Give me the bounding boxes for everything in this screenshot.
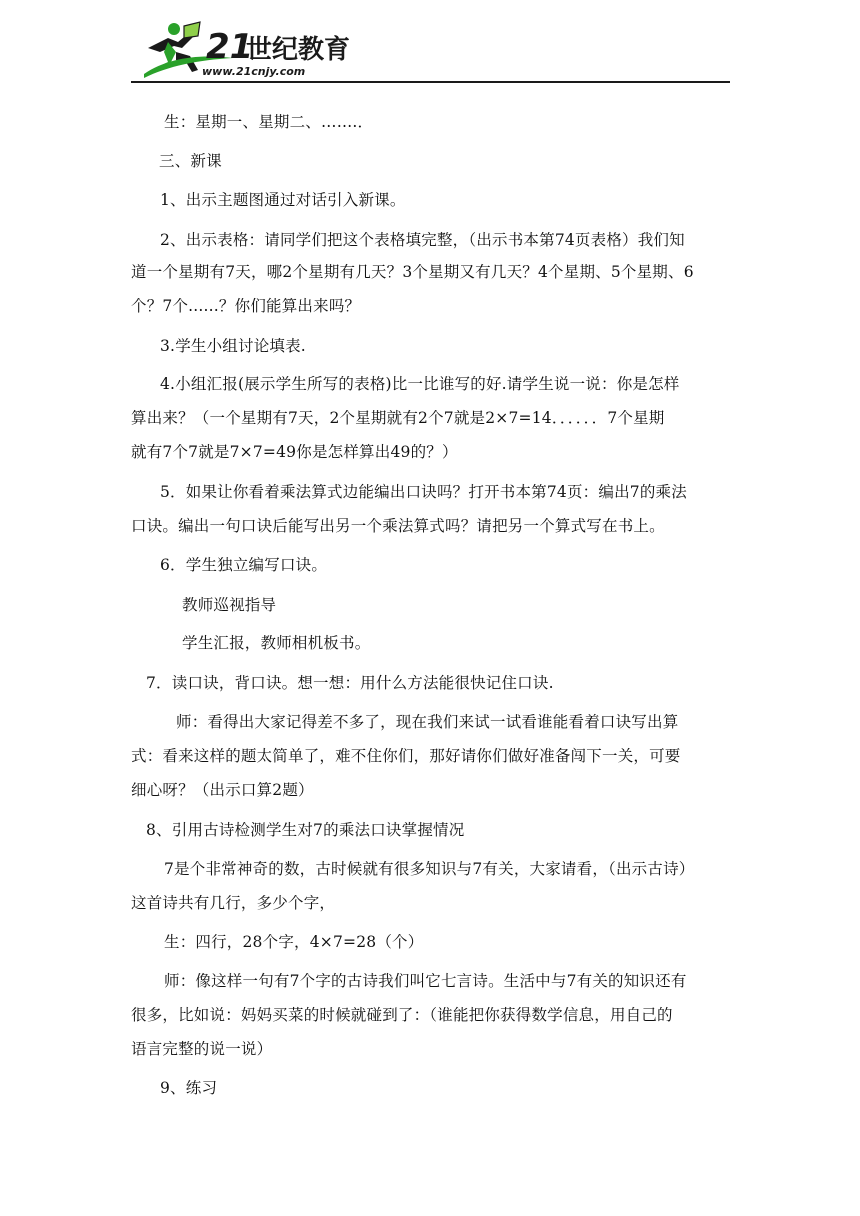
text-line: 语言完整的说一说） [131, 1040, 273, 1058]
text-line: 7．读口诀，背口诀。想一想：用什么方法能很快记住口诀. [146, 674, 554, 692]
text-line: 学生汇报，教师相机板书。 [182, 634, 371, 652]
text-line: 9、练习 [160, 1079, 218, 1097]
text-line: 算出来？（一个星期有7天，2个星期就有2个7就是2×7=14．．．．．．7个星期 [131, 409, 665, 427]
text-line: 式：看来这样的题太简单了，难不住你们，那好请你们做好准备闯下一关，可要 [131, 747, 681, 765]
text-line: 师：像这样一句有7个字的古诗我们叫它七言诗。生活中与7有关的知识还有 [164, 972, 687, 990]
text-line: 道一个星期有7天，哪2个星期有几天？3个星期又有几天？4个星期、5个星期、6 [131, 263, 694, 281]
text-line: 师：看得出大家记得差不多了，现在我们来试一试看谁能看着口诀写出算 [176, 713, 679, 731]
text-line: 2、出示表格：请同学们把这个表格填完整，（出示书本第74页表格）我们知 [160, 231, 685, 249]
text-line: 这首诗共有几行，多少个字， [131, 894, 336, 912]
text-line: 5．如果让你看着乘法算式边能编出口诀吗？打开书本第74页：编出7的乘法 [160, 483, 687, 501]
logo-url: www.21cnjy.com [202, 65, 306, 78]
logo-wordmark: 世纪教育 [246, 35, 351, 65]
text-line: 1、出示主题图通过对话引入新课。 [160, 191, 406, 209]
text-line: 很多，比如说：妈妈买菜的时候就碰到了：（谁能把你获得数学信息，用自己的 [131, 1006, 673, 1024]
text-line: 就有7个7就是7×7=49你是怎样算出49的？） [131, 443, 458, 461]
text-line: 3.学生小组讨论填表. [160, 337, 306, 355]
text-line: 8、引用古诗检测学生对7的乘法口诀掌握情况 [146, 821, 465, 839]
logo-number: 21 [206, 27, 254, 67]
text-line: 6．学生独立编写口诀。 [160, 556, 328, 574]
text-line: 口诀。编出一句口诀后能写出另一个乘法算式吗？请把另一个算式写在书上。 [131, 517, 665, 535]
text-line: 生：四行，28个字，4×7=28（个） [164, 933, 424, 951]
text-line: 教师巡视指导 [182, 596, 277, 614]
text-line: 7是个非常神奇的数，古时候就有很多知识与7有关，大家请看，（出示古诗） [164, 860, 695, 878]
text-line: 生：星期一、星期二、…….． [164, 113, 374, 131]
text-line: 4.小组汇报(展示学生所写的表格)比一比谁写的好.请学生说一说：你是怎样 [160, 375, 680, 393]
text-line: 个？7个......？你们能算出来吗？ [131, 297, 361, 315]
section-heading: 三、新课 [159, 152, 222, 170]
text-line: 细心呀？（出示口算2题） [131, 781, 314, 799]
